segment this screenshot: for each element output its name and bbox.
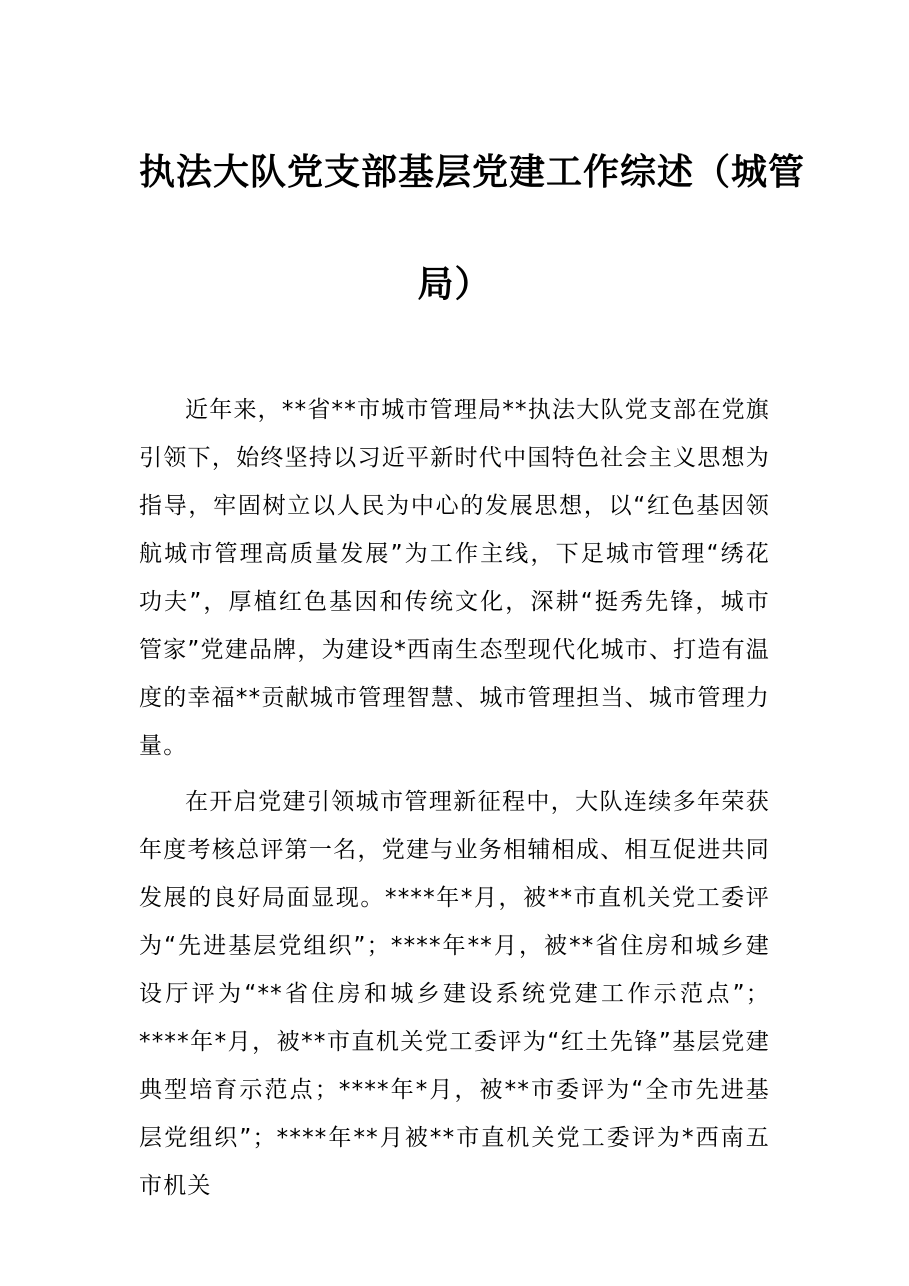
document-title-line-2: 局） <box>417 264 492 305</box>
body-section-2 <box>139 778 770 1210</box>
paragraph-intro: 近年来，**省**市城市管理局**执法大队党支部在党旗引领下，始终坚持以习近平新时代中国特色社会主义思想为指导，牢固树立以人民为中心的发展思想，以“红色基因领航城市管理高质量发展”为工作主线，下足城市管理“绣花功夫”，厚植红色基因和传统文化，深耕“挺秀先锋，城市管家”党建品牌，为建设*西南生态型现代化城市、打造有温度的幸福**贡献城市管理智慧、城市管理担当、城市管理力量。 <box>139 397 770 759</box>
paragraph-achievements: 在开启党建引领城市管理新征程中，大队连续多年荣获年度考核总评第一名，党建与业务相辅相成、相互促进共同发展的良好局面显现。****年*月，被**市直机关党工委评为“先进基层党组织”；****年**月，被**省住房和城乡建设厅评为“**省住房和城乡建设系统党建工作示范点”；****年*月，被**市直机关党工委评为“红土先锋”基层党建典型培育示范点；****年*月，被**市委评为“全市先进基层党组织”；****年**月被**市直机关党工委评为*西南五市机关 <box>139 789 770 1199</box>
body-section-1 <box>139 386 770 770</box>
document-title-line-1: 执法大队党支部基层党建工作综述（城管 <box>139 152 806 193</box>
